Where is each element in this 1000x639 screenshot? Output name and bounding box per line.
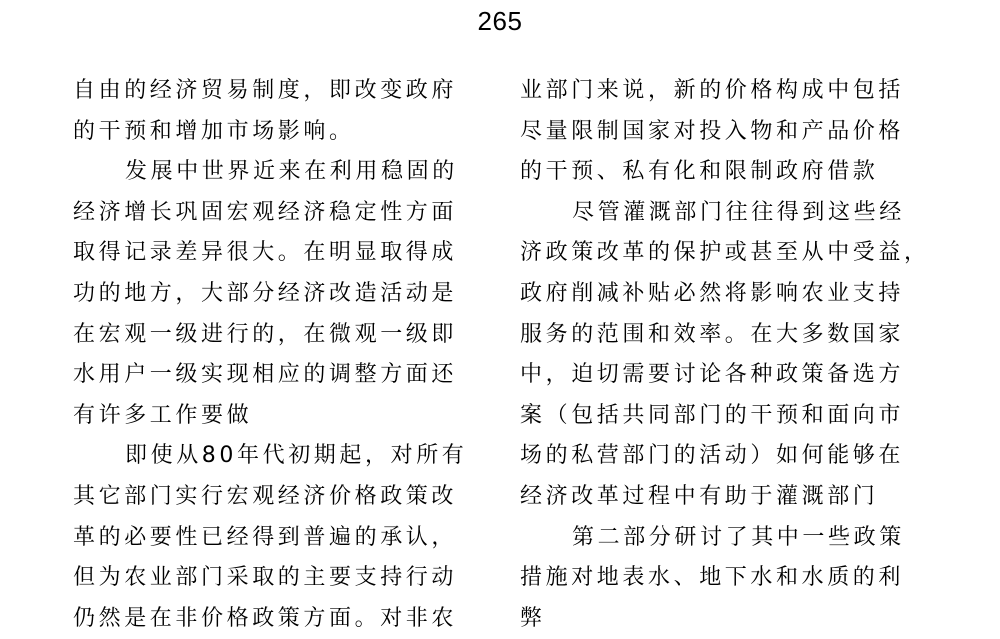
text-line: 水用户一级实现相应的调整方面还 xyxy=(73,362,458,388)
text-line: 案（包括共同部门的干预和面向市 xyxy=(520,402,905,428)
text-line: 经济增长巩固宏观经济稳定性方面 xyxy=(73,199,458,225)
text-line: 第二部分研讨了其中一些政策 xyxy=(572,524,905,550)
text-line: 济政策改革的保护或甚至从中受益， xyxy=(520,240,930,266)
text-line: 尽管灌溉部门往往得到这些经 xyxy=(572,199,905,225)
text-line: 场的私营部门的活动）如何能够在 xyxy=(520,443,905,469)
text-line: 的干预和增加市场影响。 xyxy=(73,118,355,144)
text-line: 即使从80年代初期起，对所有 xyxy=(125,443,468,469)
text-line: 自由的经济贸易制度，即改变政府 xyxy=(73,78,458,103)
text-line: 取得记录差异很大。在明显取得成 xyxy=(73,240,458,266)
text-line: 其它部门实行宏观经济价格政策改 xyxy=(73,483,458,509)
text-line: 措施对地表水、地下水和水质的利 xyxy=(520,565,905,591)
text-line: 功的地方，大部分经济改造活动是 xyxy=(73,280,458,306)
text-line: 服务的范围和效率。在大多数国家 xyxy=(520,321,905,347)
page-number: 265 xyxy=(477,6,523,36)
text-line: 业部门来说，新的价格构成中包括 xyxy=(520,78,905,103)
right-column xyxy=(520,71,940,639)
text-line: 发展中世界近来在利用稳固的 xyxy=(125,159,458,185)
text-line: 尽量限制国家对投入物和产品价格 xyxy=(520,118,905,144)
text-line: 仍然是在非价格政策方面。对非农 xyxy=(73,605,458,631)
text-line: 但为农业部门采取的主要支持行动 xyxy=(73,565,458,591)
left-column xyxy=(73,71,503,639)
text-line: 在宏观一级进行的，在微观一级即 xyxy=(73,321,458,347)
text-line: 弊 xyxy=(520,605,546,631)
text-line: 政府削减补贴必然将影响农业支持 xyxy=(520,280,905,306)
text-line: 中，迫切需要讨论各种政策备选方 xyxy=(520,362,905,388)
text-line: 经济改革过程中有助于灌溉部门 xyxy=(520,483,879,509)
text-line: 革的必要性已经得到普遍的承认， xyxy=(73,524,458,550)
text-line: 有许多工作要做 xyxy=(73,402,253,428)
text-line: 的干预、私有化和限制政府借款 xyxy=(520,159,879,185)
